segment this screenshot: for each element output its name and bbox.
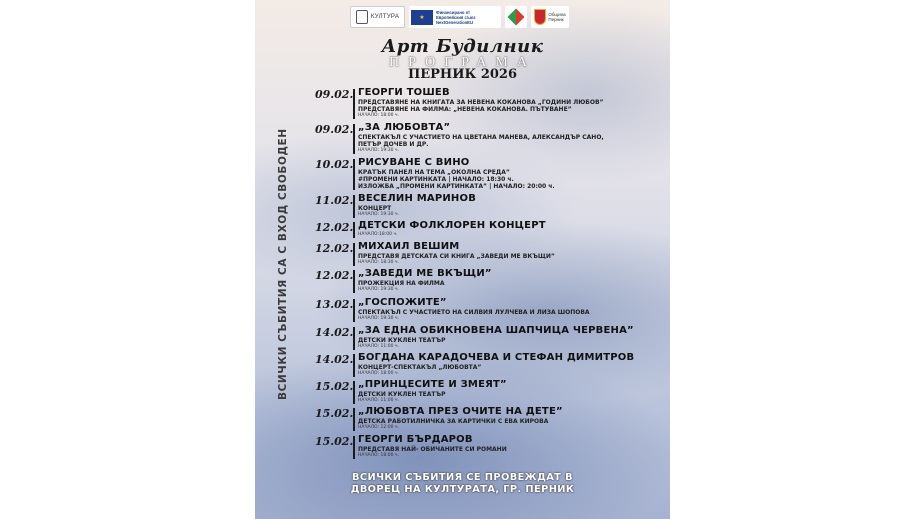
event-description: ПРОЖЕКЦИЯ НА ФИЛМА [358,280,445,287]
event-start-time: НАЧАЛО: 19:30 ч. [358,316,399,321]
event-row [315,122,665,154]
event-date: 12.02. [315,221,354,234]
event-description: ДЕТСКА РАБОТИЛНИЧКА ЗА КАРТИЧКИ С ЕВА КИРОВА [358,418,549,425]
partner-logo [505,6,527,28]
event-description: ДЕТСКИ КУКЛЕН ТЕАТЪР [358,337,446,344]
venue-footer [255,472,670,496]
event-description: ПРЕДСТАВЯНЕ НА ФИЛМА: „НЕВЕНА КОКАНОВА. ПЪТУВАНЕ” [358,106,572,113]
event-body [355,325,665,350]
event-description: КРАТЪК ПАНЕЛ НА ТЕМА „ОКОЛНА СРЕДА” [358,169,510,176]
city-year: ПЕРНИК 2026 [407,67,518,82]
event-date: 15.02. [315,380,354,393]
event-date: 15.02. [315,407,354,420]
event-start-time: НАЧАЛО: 11:00 ч. [358,344,399,349]
event-body [355,87,665,119]
events-list [315,85,665,459]
event-row [315,352,665,377]
event-description: ПРЕДСТАВЯ ДЕТСКАТА СИ КНИГА „ЗАВЕДИ МЕ ВКЪЩИ” [358,253,555,260]
event-title: „ПРИНЦЕСИТЕ И ЗМЕЯТ” [358,379,507,390]
event-body [355,434,665,459]
eu-line-3: NextGenerationEU [436,19,473,25]
event-body [355,268,665,293]
free-entry-note: ВСИЧКИ СЪБИТИЯ СА С ВХОД СВОБОДЕН [277,128,289,400]
event-start-time: НАЧАЛО: 18:00 ч. [358,113,399,118]
event-body [355,220,665,238]
event-description: ДЕТСКИ КУКЛЕН ТЕАТЪР [358,391,446,398]
event-title: „ЗА ЕДНА ОБИКНОВЕНА ШАПЧИЦА ЧЕРВЕНА” [358,325,634,336]
event-date: 15.02. [315,435,354,448]
event-row [315,297,665,322]
event-title: „ГОСПОЖИТЕ” [358,297,447,308]
festival-title: Арт Будилник [381,36,544,57]
event-start-time: НАЧАЛО: 19:30 ч. [358,148,399,153]
footer-line-1: ВСИЧКИ СЪБИТИЯ СЕ ПРОВЕЖДАТ В [352,472,573,483]
municipality-logo [531,6,569,28]
event-title: „ЗАВЕДИ МЕ ВКЪЩИ” [358,268,492,279]
event-date: 12.02. [315,242,354,255]
municipality-line-1: Община [548,12,566,17]
event-description: КОНЦЕРТ-СПЕКТАКЪЛ „ЛЮБОВТА” [358,364,482,371]
ministry-mark-icon [356,10,368,24]
event-start-time: НАЧАЛО: 18:00 ч. [358,453,399,458]
eu-funding-logo [409,6,501,28]
event-title: РИСУВАНЕ С ВИНО [358,157,470,168]
event-start-time: НАЧАЛО: 19:30 ч. [358,212,399,217]
sponsor-logos [350,6,575,28]
event-date: 09.02. [315,88,354,101]
event-date: 11.02. [315,194,354,207]
event-row [315,157,665,190]
event-start-time: НАЧАЛО: 12:00 ч. [358,425,399,430]
event-description: ПРЕДСТАВЯНЕ НА КНИГАТА ЗА НЕВЕНА КОКАНОВА „ГОДИНИ ЛЮБОВ” [358,99,604,106]
event-description: СПЕКТАКЪЛ С УЧАСТИЕТО НА СИЛВИЯ ЛУЛЧЕВА И ЛИЗА ШОПОВА [358,309,590,316]
event-row [315,325,665,350]
event-body [355,352,665,377]
event-row [315,434,665,459]
eu-line-2: Европейския съюз [436,14,476,20]
kultura-label: КУЛТУРА [370,14,400,20]
event-start-time: НАЧАЛО: 18:30 ч. [358,260,399,265]
event-title: ВЕСЕЛИН МАРИНОВ [358,193,477,204]
event-date: 13.02. [315,298,354,311]
event-body [355,379,665,404]
event-row [315,268,665,293]
event-body [355,122,665,154]
event-row [315,241,665,266]
event-title: „ЛЮБОВТА ПРЕЗ ОЧИТЕ НА ДЕТЕ” [358,406,563,417]
event-start-time: НАЧАЛО: 18:00 ч. [358,371,399,376]
event-title: ДЕТСКИ ФОЛКЛОРЕН КОНЦЕРТ [358,220,546,231]
event-body [355,406,665,431]
event-row [315,406,665,431]
event-title: МИХАИЛ ВЕШИМ [358,241,460,252]
event-start-time: НАЧАЛО: 11:00 ч. [358,398,399,403]
coat-of-arms-icon [534,9,546,25]
program-heading: ПРОГРАМА [389,55,536,70]
event-body [355,241,665,266]
event-poster [255,0,670,519]
event-body [355,157,665,190]
event-row [315,379,665,404]
event-start-time: НАЧАЛО:18:00 ч. [358,232,398,237]
event-description: КОНЦЕРТ [358,205,392,212]
municipality-line-2: Перник [548,17,564,22]
event-description: #ПРОМЕНИ КАРТИНКАТА | НАЧАЛО: 18:30 ч. [358,176,514,183]
event-description: ПРЕДСТАВЯ НАЙ- ОБИЧАНИТЕ СИ РОМАНИ [358,446,507,453]
event-title: ГЕОРГИ БЪРДАРОВ [358,434,473,445]
diamond-icon [508,9,525,26]
event-title: ГЕОРГИ ТОШЕВ [358,87,450,98]
footer-line-2: ДВОРЕЦ НА КУЛТУРАТА, ГР. ПЕРНИК [350,484,575,495]
event-date: 14.02. [315,326,354,339]
event-description: ПЕТЪР ДОЧЕВ И ДР. [358,141,429,148]
event-title: БОГДАНА КАРАДОЧЕВА И СТЕФАН ДИМИТРОВ [358,352,635,363]
event-row [315,220,665,238]
event-start-time: НАЧАЛО: 19:30 ч. [358,287,399,292]
event-date: 10.02. [315,158,354,171]
event-row [315,193,665,218]
event-body [355,193,665,218]
event-date: 09.02. [315,123,354,136]
event-row [315,87,665,119]
event-description: ИЗЛОЖБА „ПРОМЕНИ КАРТИНКАТА” | НАЧАЛО: 20:00 ч. [358,183,555,190]
event-description: СПЕКТАКЪЛ С УЧАСТИЕТО НА ЦВЕТАНА МАНЕВА, АЛЕКСАНДЪР САНО, [358,134,604,141]
ministry-of-culture-logo [350,6,405,28]
event-title: „ЗА ЛЮБОВТА” [358,122,451,133]
event-date: 14.02. [315,353,354,366]
eu-flag-icon: ★ [411,10,433,25]
eu-line-1: Финансирано от [436,9,471,15]
event-date: 12.02. [315,269,354,282]
event-body [355,297,665,322]
